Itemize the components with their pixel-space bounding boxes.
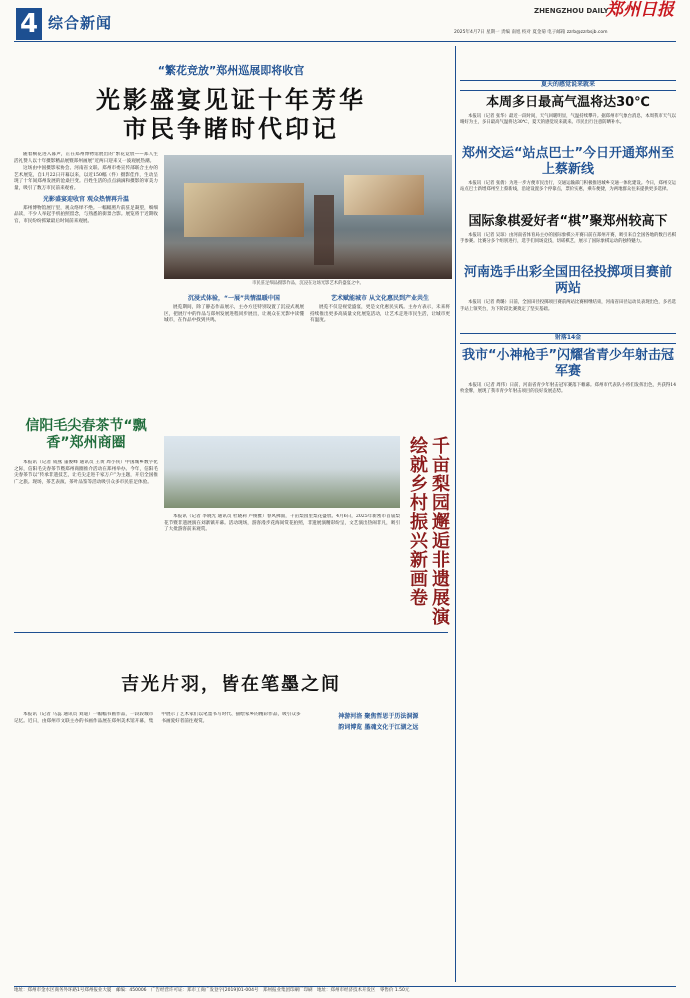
weather-article: 本报讯（记者 张华）最近一段时间，天气回暖明显，气温持续攀升。据郑州市气象台消息，本周我市天气以晴好为主，多日最高气温将达30℃，夏天的感觉说来就来。市民出行注意防晒补水。 (460, 113, 676, 125)
chess-article: 本报讯（记者 吴琼）由河南省体育局主办的国际象棋公开赛日前在郑州开赛，吸引来自全国各地的数百名棋手参赛。比赛分多个组别进行，选手们同场竞技，切磋棋艺，展示了国际象棋运动的独特魅力。 (460, 232, 676, 245)
chess-headline: 国际象棋爱好者“棋”聚郑州较高下 (468, 213, 668, 229)
calligraphy-article (14, 712, 448, 980)
pear-festival-headline: 千亩梨园邂逅非遗展演 绘就乡村振兴新画卷 (407, 436, 450, 626)
athletics-headline: 河南选手出彩全国田径投掷项目赛前两站 (463, 265, 672, 297)
shooting-headline: 我市“小神枪手”闪耀省青少年射击冠军赛 (461, 347, 675, 379)
bus-article: 本报讯（记者 张倩）为进一步方便市民出行，交通运输部门积极推进城乡交通一体化建设。今日，郑州交运站点巴士新增郑州至上蔡新线，沿途设置多个停靠点，票价实惠，乘车便捷，为两地群众往来提供更多选择。 (460, 181, 676, 193)
body-paragraph: 这场由中国摄影家协会、河南省文联、郑州市委宣传部联合主办的艺术展览，自1月22日开幕以来，以近150幅（件）摄影佳作，生动呈现了十年间郑州发展的沧桑巨变。百姓生活的点点滴滴和摄影的审美力量，吸引了数万市民前来观看。 (14, 166, 158, 191)
headline-line-1: 光影盛宴见证十年芳华 (96, 86, 366, 114)
right-column (460, 80, 676, 395)
photo-wall-2 (344, 175, 424, 215)
photo-wall-1 (184, 183, 304, 237)
main-kicker: “繁花竞放”郑州巡展即将收官 (157, 64, 305, 77)
photo-visitors (164, 243, 452, 279)
photo-caption: 市民驻足细品摄影作品，沉浸在这场光影艺术的盛宴之中。 (252, 281, 364, 286)
bus-headline: 郑州交运“站点巴士”今日开通郑州至上蔡新线 (461, 146, 675, 178)
tea-festival-article (14, 460, 158, 628)
section-title: 综合新闻 (48, 14, 113, 32)
exhibition-photo (164, 155, 452, 279)
athletics-article: 本报讯（记者 黄璐）日前，全国田径投掷项目赛前两站比赛相继结束，河南省田径运动员表现出色，多名选手站上领奖台，为下阶段比赛奠定了坚实基础。 (460, 300, 676, 312)
weather-kicker: 夏天的感觉说来就来 (460, 80, 676, 91)
lead-paragraph: 随着桐花进入暮声，正在郑州博物馆展出的“繁花竞放——郑人生活礼赞人以十年摄影精品展暨郑州画展”近两日迎来又一波观展热潮。 (14, 152, 158, 164)
paper-name: ZHENGZHOU DAILY (534, 7, 609, 15)
subhead: 艺术赋能城市 从文化惠民到产业共生 (330, 295, 430, 302)
body-paragraph: 本报讯（记者 马蕊 通讯员 刘迪）一幅幅书画作品，一段段城市记忆。近日，由郑州市文联主办的书画作品展在郑州美术馆开幕，集中展示了艺术家们以笔墨书写时代、描绘家乡的精彩作品，吸引众多书画爱好者前往观赏。 (14, 712, 301, 724)
body-paragraph: 郑州博物馆展厅里，观众络绎不绝。一幅幅照片前驻足凝望，细细品读，不少人举起手机拍照留念，与熟悉的街景合影。展览将于近期收官，市民纷纷抓紧最后时间前来观展。 (14, 205, 158, 224)
shooting-article: 本报讯（记者 周伟）日前，河南省青少年射击冠军赛落下帷幕。郑州市代表队小将们发挥出色，共获得14枚金牌，展现了我市青少年射击项目的良好发展态势。 (460, 382, 676, 394)
pear-festival-article (164, 514, 400, 628)
subhead: 光影盛宴迎收官 观众热情再升温 (42, 195, 130, 203)
column-divider (455, 46, 456, 982)
article-column-3 (310, 292, 450, 410)
dateline: 2025年4月7日 星期一 责编 南旭 校对 夏金菊 电子邮箱 zzrb@zzrbsjb.com (454, 30, 608, 35)
body-paragraph: 展览不仅是视觉盛宴，更是文化惠民实践。主办方表示，未来将持续推出更多高质量文化展览活动，让艺术走进市民生活，让城市更有温度。 (310, 305, 450, 324)
calligraphy-headline: 吉光片羽，皆在笔墨之间 (121, 674, 341, 695)
page-number: 4 (16, 8, 42, 40)
article-column-1 (14, 152, 158, 412)
body-paragraph: 展览期间，除了静态作品展示，主办方还特别设置了沉浸式观展区，把展厅中的作品与郑州发展进程同步展出，让观众在光影中读懂城市，在作品中找到共鸣。 (164, 305, 304, 324)
subhead: 沉浸式体验，“一展”共情温暖中国 (188, 295, 280, 302)
subhead: 韵词博览 墨魂文化于江湖之远 (338, 724, 419, 731)
masthead (14, 0, 676, 42)
section-separator (14, 632, 448, 633)
body-paragraph: 本报讯（记者 成燕 董俊峰 通讯员 王黄 周小侠）中国城乡数字化之际，信阳毛尖春茶节暨郑州商圈推介活动在郑州举办。今年，信阳毛尖春茶节以“传承非遗技艺，让毛尖走进千家万户”为主题，开启全国推广之旅。现场，茶艺表演、茶叶品鉴等活动吸引众多市民驻足体验。 (14, 460, 158, 485)
newspaper-logo: 郑州日报 (606, 0, 674, 20)
subhead: 神游河洛 聚焦哲思于历法洞源 (338, 713, 419, 720)
weather-headline: 本周多日最高气温将达30℃ (486, 94, 650, 110)
article-column-2 (164, 292, 304, 410)
main-headline (14, 86, 448, 144)
shooting-kicker: 射落14金 (460, 333, 676, 344)
headline-line-2: 市民争睹时代印记 (123, 115, 339, 143)
pear-orchard-photo (164, 436, 400, 508)
page-footer: 地址：郑州市金水区商务外环路1号郑州报业大厦 邮编：450006 广告经营许可证：郑市工商广发登字[2019]01-004号 郑州报业集团印刷厂印刷 地址：郑州市经济技术开发区 零售价 1.50元 (14, 986, 676, 995)
tea-festival-headline: 信阳毛尖春茶节“飘香”郑州商圈 (25, 418, 147, 451)
body-paragraph: 本报讯（记者 李晓光 通讯员 杜晓莉 卢俊雅）春风拂面，千亩梨园里梨花盛放。4月6日，2025年新密市首届梨花节暨非遗展演在刘寨镇开幕。活动现场，游客漫步花海间赏花拍照，非遗展演精彩纷呈，文艺演出热闹非凡，吸引了大批游客前来观赏。 (164, 514, 400, 533)
